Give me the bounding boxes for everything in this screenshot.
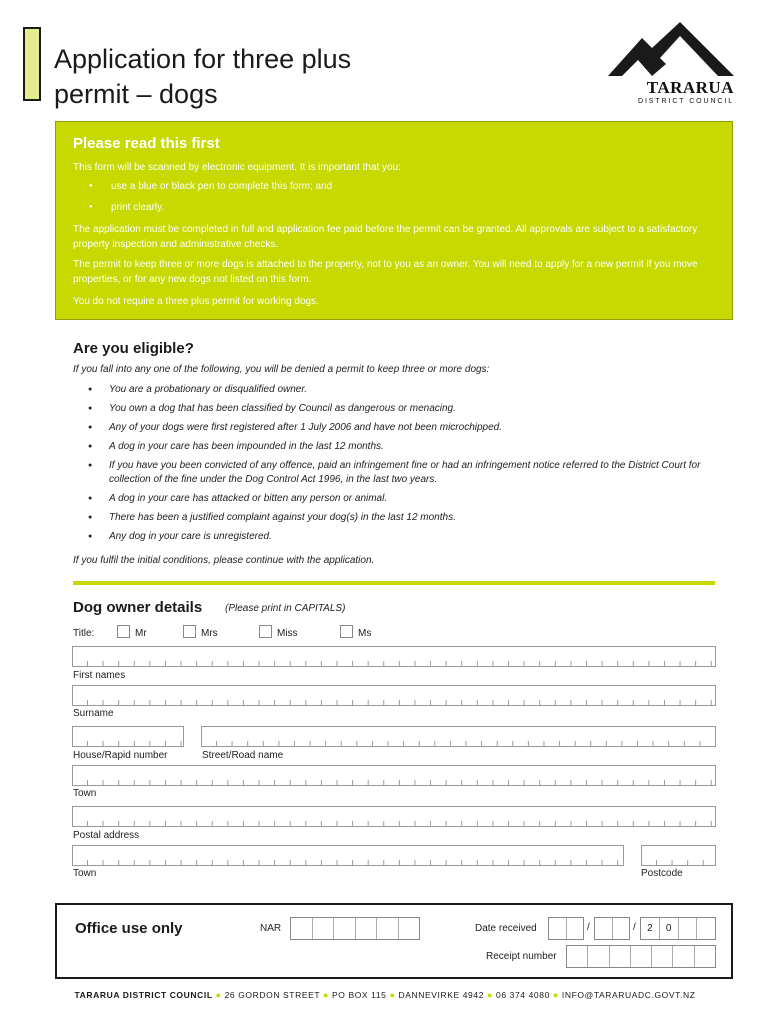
surname-input[interactable]: [72, 685, 716, 706]
eligibility-heading: Are you eligible?: [73, 340, 194, 357]
logo-name: TARARUA: [646, 78, 734, 97]
char-ticks: [202, 741, 715, 746]
char-ticks: [642, 860, 715, 865]
char-ticks: [73, 780, 715, 785]
char-ticks: [73, 661, 715, 666]
logo-subtitle: DISTRICT COUNCIL: [638, 98, 734, 105]
receipt-number-input[interactable]: [566, 945, 716, 968]
eligibility-item: [92, 421, 702, 435]
office-use-box: [55, 903, 733, 979]
char-ticks: [73, 821, 715, 826]
notice-box: [55, 121, 733, 320]
eligibility-item-text: ● There has been a justified complaint against your dog(s) in the last 12 months.: [109, 512, 456, 523]
town-input[interactable]: [72, 765, 716, 786]
eligibility-item-text: ● Any of your dogs were first registered after 1 July 2006 and have not been microchipped.: [109, 422, 503, 433]
title-miss-checkbox[interactable]: [259, 625, 272, 638]
town-label: Town: [73, 788, 97, 799]
footer-email[interactable]: INFO@TARARUADC.GOVT.NZ: [561, 990, 696, 1000]
eligibility-closing: If you fulfil the initial conditions, please continue with the application.: [73, 555, 375, 566]
footer-separator: ●: [552, 990, 559, 1000]
eligibility-item-text: ● You own a dog that has been classified by Council as dangerous or menacing.: [109, 403, 456, 414]
date-cell: [613, 918, 630, 939]
mountain-logo-icon: [608, 22, 734, 78]
date-cell: [567, 918, 584, 939]
date-separator: /: [587, 922, 590, 933]
notice-para-fee: The application must be completed in full and application fee paid before the permit can be granted. All approvals are subject to a satisfactory property inspection and administrative checks.: [73, 224, 698, 250]
char-ticks: [73, 860, 623, 865]
footer-separator: ●: [389, 990, 396, 1000]
owner-capitals-note: (Please print in CAPITALS): [225, 603, 346, 614]
postal-town-input[interactable]: [72, 845, 624, 866]
eligibility-intro: If you fall into any one of the following, you will be denied a permit to keep three or more dogs:: [73, 364, 490, 375]
title-ms-checkbox[interactable]: [340, 625, 353, 638]
eligibility-item-text: ● Any dog in your care is unregistered.: [109, 531, 272, 542]
eligibility-item-text: ● If you have you been convicted of any offence, paid an infringement fine or had an infringement notice referred to the District Court for collection of the fine under the Dog Control Act 1996, in the last two years.: [109, 460, 701, 485]
year-digit: 0: [660, 918, 679, 939]
office-heading: Office use only: [75, 920, 183, 937]
footer-separator: ●: [322, 990, 330, 1000]
title-mr-checkbox[interactable]: [117, 625, 130, 638]
notice-bullet-text: use a blue or black pen to complete this form; and: [111, 181, 333, 192]
date-cell: [679, 918, 698, 939]
council-logo: [608, 22, 734, 110]
receipt-cell: [588, 946, 609, 967]
eligibility-item: [92, 383, 702, 397]
surname-label: Surname: [73, 708, 114, 719]
date-separator: /: [633, 922, 636, 933]
receipt-number-label: Receipt number: [486, 951, 557, 962]
footer-contact: [0, 990, 770, 1000]
street-name-input[interactable]: [201, 726, 716, 747]
title-miss-label: Miss: [277, 628, 298, 639]
notice-bullet: [92, 202, 164, 213]
eligibility-item: [92, 530, 702, 544]
postal-address-input[interactable]: [72, 806, 716, 827]
eligibility-item: [92, 459, 702, 487]
house-number-input[interactable]: [72, 726, 184, 747]
notice-bullet: [92, 181, 332, 192]
notice-para-property: The permit to keep three or more dogs is attached to the property, not to you as an owner. You will need to apply for a new permit if you move properties, or for any new dogs not listed on this form.: [73, 259, 698, 285]
house-number-label: House/Rapid number: [73, 750, 168, 761]
nar-cell: [399, 918, 420, 939]
postal-town-label: Town: [73, 868, 97, 879]
eligibility-item: [92, 402, 702, 416]
footer-org: TARARUA DISTRICT COUNCIL: [74, 990, 213, 1000]
nar-input[interactable]: [290, 917, 420, 940]
receipt-cell: [673, 946, 694, 967]
footer-separator: ●: [487, 990, 494, 1000]
title-mrs-checkbox[interactable]: [183, 625, 196, 638]
eligibility-item: [92, 492, 702, 506]
nar-cell: [313, 918, 335, 939]
receipt-cell: [695, 946, 715, 967]
notice-intro: This form will be scanned by electronic equipment. It is important that you:: [73, 162, 401, 173]
page-title-line1: Application for three plus: [54, 44, 352, 74]
footer-town: DANNEVIRKE 4942: [398, 990, 485, 1000]
street-name-label: Street/Road name: [202, 750, 284, 761]
date-month-input[interactable]: [594, 917, 630, 940]
date-year-input[interactable]: [640, 917, 716, 940]
postcode-label: Postcode: [641, 868, 683, 879]
nar-cell: [356, 918, 378, 939]
title-mrs-label: Mrs: [201, 628, 218, 639]
eligibility-item-text: ● A dog in your care has been impounded in the last 12 months.: [109, 441, 384, 452]
footer-separator: ●: [215, 990, 222, 1000]
receipt-cell: [567, 946, 588, 967]
nar-cell: [377, 918, 399, 939]
postal-address-label: Postal address: [73, 830, 140, 841]
page-title: [54, 42, 351, 112]
nar-cell: [334, 918, 356, 939]
date-cell: [549, 918, 567, 939]
char-ticks: [73, 700, 715, 705]
notice-bullet-text: print clearly.: [111, 202, 165, 213]
title-ms-label: Ms: [358, 628, 372, 639]
receipt-cell: [610, 946, 631, 967]
footer-address: 26 GORDON STREET: [224, 990, 321, 1000]
notice-heading: Please read this first: [73, 135, 220, 152]
receipt-cell: [652, 946, 673, 967]
date-received-label: Date received: [475, 923, 537, 934]
eligibility-item: [92, 440, 702, 454]
year-digit: 2: [641, 918, 660, 939]
eligibility-item-text: ● You are a probationary or disqualified owner.: [109, 384, 308, 395]
eligibility-item-text: ● A dog in your care has attacked or bitten any person or animal.: [109, 493, 388, 504]
eligibility-item: [92, 511, 702, 525]
owner-heading: Dog owner details: [73, 599, 203, 616]
footer-po: PO BOX 115: [332, 990, 387, 1000]
title-label: Title:: [73, 628, 95, 639]
date-cell: [697, 918, 715, 939]
first-names-label: First names: [73, 670, 126, 681]
postcode-input[interactable]: [641, 845, 716, 866]
receipt-cell: [631, 946, 652, 967]
title-mr-label: Mr: [135, 628, 147, 639]
nar-label: NAR: [260, 923, 282, 934]
char-ticks: [73, 741, 183, 746]
first-names-input[interactable]: [72, 646, 716, 667]
title-accent-bar: [23, 27, 41, 101]
footer-phone: 06 374 4080: [496, 990, 550, 1000]
date-cell: [595, 918, 613, 939]
date-day-input[interactable]: [548, 917, 584, 940]
nar-cell: [291, 918, 313, 939]
page-title-line2: permit – dogs: [54, 79, 218, 109]
notice-para-working-dogs: You do not require a three plus permit for working dogs.: [73, 296, 319, 307]
section-divider: [73, 581, 715, 585]
